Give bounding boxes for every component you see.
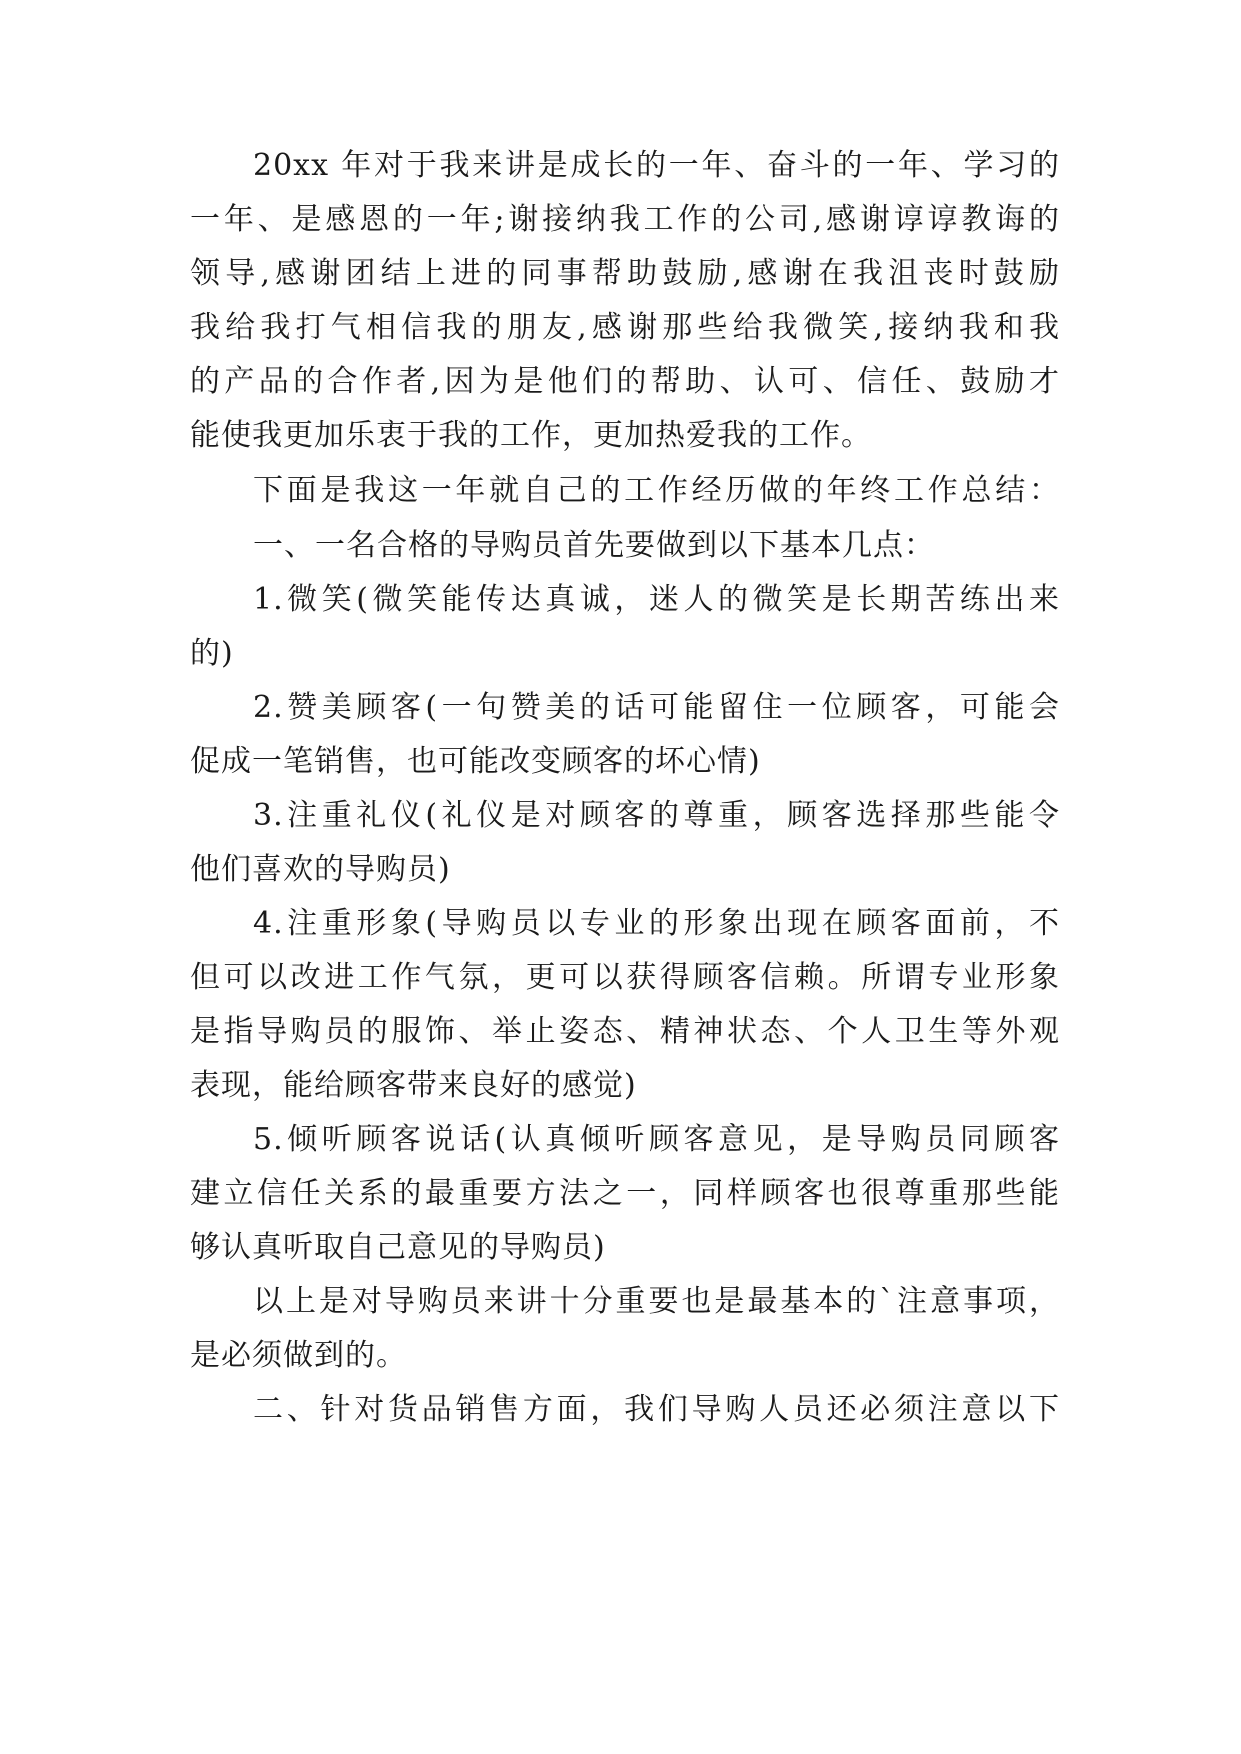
list-item-line: 够认真听取自己意见的导购员) [190,1230,606,1265]
list-item-line: 1.微笑(微笑能传达真诚，迷人的微笑是长期苦练出来 [253,582,1060,617]
list-item-line: 3.注重礼仪(礼仪是对顾客的尊重，顾客选择那些能令 [253,798,1060,833]
paragraph-line: 20xx 年对于我来讲是成长的一年、奋斗的一年、学习的 [253,148,1060,183]
list-item-line: 他们喜欢的导购员) [190,852,451,887]
paragraph-line: 以上是对导购员来讲十分重要也是最基本的`注意事项， [253,1284,1060,1319]
paragraph-line: 能使我更加乐衷于我的工作，更加热爱我的工作。 [190,418,872,453]
paragraph-line: 领导,感谢团结上进的同事帮助鼓励,感谢在我沮丧时鼓励 [190,256,1060,291]
paragraph-line: 我给我打气相信我的朋友,感谢那些给我微笑,接纳我和我 [190,310,1060,345]
list-item-line: 2.赞美顾客(一句赞美的话可能留住一位顾客，可能会 [253,690,1060,725]
list-item-line: 建立信任关系的最重要方法之一，同样顾客也很尊重那些能 [190,1176,1060,1211]
paragraph-line: 的产品的合作者,因为是他们的帮助、认可、信任、鼓励才 [190,364,1060,399]
list-item-line: 但可以改进工作气氛，更可以获得顾客信赖。所谓专业形象 [190,960,1060,995]
section-heading: 二、针对货品销售方面，我们导购人员还必须注意以下 [253,1392,1060,1427]
list-item-line: 表现，能给顾客带来良好的感觉) [190,1068,637,1103]
paragraph-line: 一年、是感恩的一年;谢接纳我工作的公司,感谢谆谆教诲的 [190,202,1060,237]
section-heading: 一、一名合格的导购员首先要做到以下基本几点： [253,528,935,563]
paragraph-line: 是必须做到的。 [190,1338,407,1373]
list-item-line: 5.倾听顾客说话(认真倾听顾客意见，是导购员同顾客 [253,1122,1060,1157]
list-item-line: 促成一笔销售，也可能改变顾客的坏心情) [190,744,761,779]
list-item-line: 4.注重形象(导购员以专业的形象出现在顾客面前，不 [253,906,1060,941]
paragraph-line: 下面是我这一年就自己的工作经历做的年终工作总结： [253,473,1060,508]
list-item-line: 是指导购员的服饰、举止姿态、精神状态、个人卫生等外观 [190,1014,1060,1049]
list-item-line: 的) [190,636,234,671]
